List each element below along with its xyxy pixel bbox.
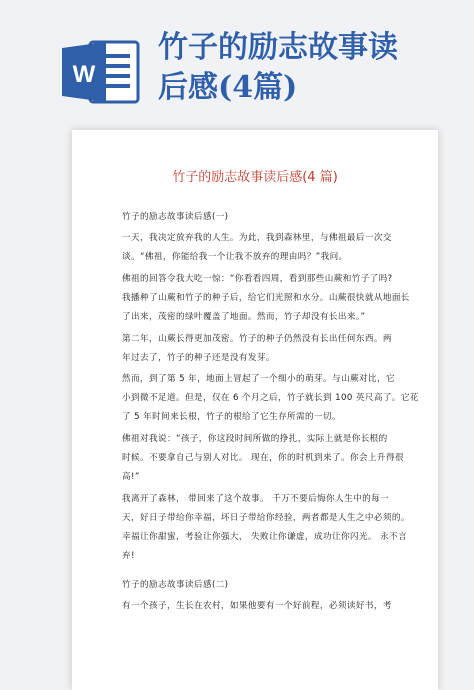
text-line: 了 5 年时间来长根，竹子的根给了它生存所需的一切。 [122,412,341,422]
text-line: 我播种了山蕨和竹子的种子后，给它们光照和水分。山蕨很快就从地面长 [122,293,410,303]
text-line: 第二年，山蕨长得更加茂密。竹子的种子仍然没有长出任何东西。两 [122,334,392,344]
paragraph-6 [122,490,412,566]
text-line: 然而，到了第 5 年，地面上冒起了一个细小的萌芽。与山蕨对比，它 [122,374,395,384]
title-line-2: 后感(4篇) [158,70,298,105]
text-line: 佛祖对我说：“孩子，你这段时间所做的挣扎，实际上就是你长根的 [122,434,388,444]
document-page [72,130,438,690]
paragraph-1 [122,229,412,267]
text-line: 年过去了，竹子的种子还是没有发芽。 [122,353,275,363]
section-heading-2: 竹子的励志故事读后感(二) [122,580,229,590]
text-line: 了出来，茂密的绿叶覆盖了地面。然而，竹子却没有长出来。” [122,312,366,322]
paragraph-7 [122,597,412,616]
text-line: 我离开了森林， 带回来了这个故事。 千万不要后悔你人生中的每一 [122,494,390,504]
logo-letter: W [72,61,96,88]
paragraph-5 [122,430,412,487]
paragraph-3 [122,330,412,368]
section-heading-1: 竹子的励志故事读后感(一) [122,212,229,222]
text-line: 小到微不足道。但是，仅在 6 个月之后，竹子就长到 100 英尺高了。它花 [122,393,419,403]
text-line: 谈。“佛祖，你能给我一个让我不放弃的理由吗？”我问。 [122,252,348,262]
text-line: 有一个孩子，生长在农村，如果他要有一个好前程，必须读好书，考 [122,601,392,611]
text-line: 佛祖的回答令我大吃一惊：“你看看四周，看到那些山蕨和竹子了吗? [122,274,393,284]
paragraph-4 [122,370,419,427]
text-line: 时候。不要拿自己与别人对比。 现在，你的时机到来了。你会上升得很 [122,453,404,463]
page-title [158,28,468,108]
text-line: 一天，我决定放弃我的人生。为此，我到森林里，与佛祖最后一次交 [122,233,392,243]
text-line: 天，好日子带给你幸福，坏日子带给你经验，两者都是人生之中必须的。 [122,513,410,523]
document-title: 竹子的励志故事读后感(4 篇) [172,170,338,185]
text-line: 弃! [122,551,135,561]
text-line: 高!” [122,472,140,482]
word-document-icon [60,38,142,106]
text-line: 幸福让你甜蜜，考验让你强大， 失败让你谦虚，成功让你闪光。 永不言 [122,532,408,542]
paragraph-2 [122,270,412,327]
title-line-1: 竹子的励志故事读 [158,30,398,65]
